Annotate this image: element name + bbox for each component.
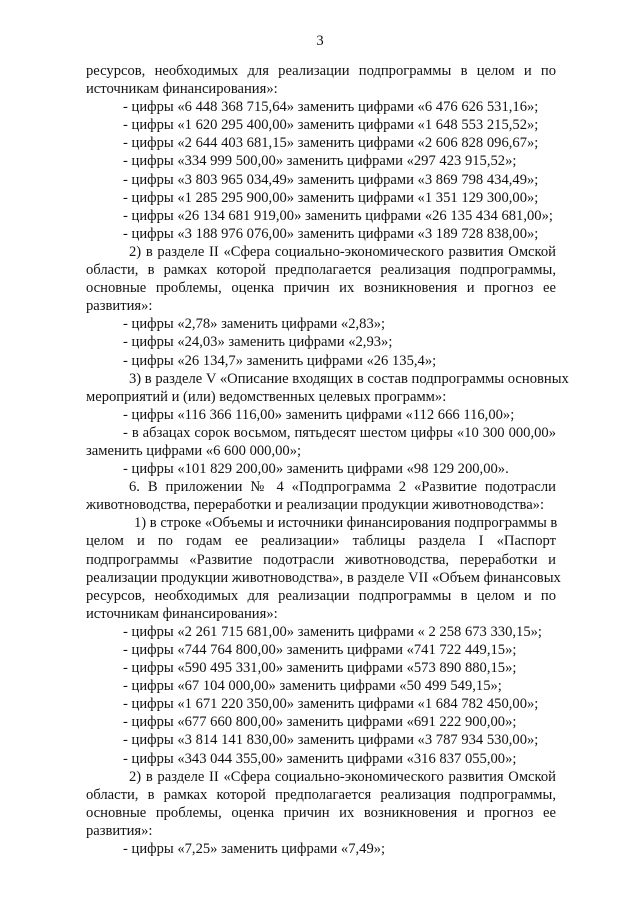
text-line: - цифры «2,78» заменить цифрами «2,83»; — [123, 316, 386, 333]
text-line: - цифры «677 660 800,00» заменить цифрами «691 222 900,00»; — [123, 714, 517, 731]
text-line: - цифры «1 671 220 350,00» заменить цифрами «1 684 782 450,00»; — [123, 696, 539, 713]
text-line: - цифры «1 285 295 900,00» заменить цифрами «1 351 129 300,00»; — [123, 189, 539, 206]
text-line: - цифры «7,25» заменить цифрами «7,49»; — [123, 841, 386, 858]
page-number: 3 — [316, 33, 324, 49]
text-line: области, в рамках которой предполагается реализация подпрограммы, — [86, 786, 556, 803]
text-line: - в абзацах сорок восьмом, пятьдесят шестом цифры «10 300 000,00» — [123, 424, 556, 441]
text-line: - цифры «26 134 681 919,00» заменить цифрами «26 135 434 681,00»; — [123, 207, 553, 224]
text-line: мероприятий и (или) ведомственных целевых программ»: — [86, 388, 447, 405]
text-line: - цифры «3 188 976 076,00» заменить цифрами «3 189 728 838,00»; — [123, 225, 539, 242]
text-line: - цифры «590 495 331,00» заменить цифрами «573 890 880,15»; — [123, 660, 517, 677]
text-line: 6. В приложении № 4 «Подпрограмма 2 «Развитие подотрасли — [129, 479, 556, 496]
text-line: целом и по годам ее реализации» таблицы раздела I «Паспорт — [86, 533, 556, 550]
text-line: развития»: — [86, 298, 153, 315]
text-line: - цифры «3 814 141 830,00» заменить цифрами «3 787 934 530,00»; — [123, 732, 539, 749]
text-line: - цифры «744 764 800,00» заменить цифрами «741 722 449,15»; — [123, 642, 517, 658]
text-line: 2) в разделе II «Сфера социально-экономического развития Омской — [129, 768, 556, 785]
text-line: ресурсов, необходимых для реализации подпрограммы в целом и по — [86, 587, 556, 604]
text-line: основные проблемы, оценка причин их возникновения и прогноз ее — [86, 804, 556, 821]
text-line: источникам финансирования»: — [86, 81, 278, 98]
text-line: - цифры «116 366 116,00» заменить цифрами «112 666 116,00»; — [123, 406, 515, 423]
text-line: подпрограммы «Развитие подотрасли животноводства, переработки и — [86, 551, 556, 568]
text-line: 2) в разделе II «Сфера социально-экономического развития Омской — [129, 243, 556, 260]
text-line: области, в рамках которой предполагается реализация подпрограммы, — [86, 262, 556, 279]
text-line: - цифры «2 261 715 681,00» заменить цифрами « 2 258 673 330,15»; — [123, 623, 542, 640]
text-line: 1) в строке «Объемы и источники финансирования подпрограммы в — [134, 515, 558, 532]
text-line: - цифры «24,03» заменить цифрами «2,93»; — [123, 334, 393, 351]
text-line: ресурсов, необходимых для реализации подпрограммы в целом и по — [86, 63, 556, 79]
text-line: развития»: — [86, 822, 153, 839]
text-line: реализации продукции животноводства», в разделе VII «Объем финансовых — [86, 569, 561, 586]
text-line: - цифры «101 829 200,00» заменить цифрами «98 129 200,00». — [123, 461, 509, 478]
text-line: - цифры «3 803 965 034,49» заменить цифрами «3 869 798 434,49»; — [123, 171, 539, 188]
text-line: основные проблемы, оценка причин их возникновения и прогноз ее — [86, 280, 556, 297]
text-line: - цифры «6 448 368 715,64» заменить цифрами «6 476 626 531,16»; — [123, 99, 539, 116]
text-line: - цифры «26 134,7» заменить цифрами «26 135,4»; — [123, 352, 437, 369]
text-line: 3) в разделе V «Описание входящих в состав подпрограммы основных — [129, 370, 569, 387]
text-line: - цифры «343 044 355,00» заменить цифрами «316 837 055,00»; — [123, 750, 517, 767]
text-line: заменить цифрами «6 600 000,00»; — [86, 442, 302, 459]
text-line: - цифры «334 999 500,00» заменить цифрами «297 423 915,52»; — [123, 153, 517, 170]
document-body — [86, 62, 569, 858]
text-line: - цифры «67 104 000,00» заменить цифрами «50 499 549,15»; — [123, 678, 502, 695]
text-line: животноводства, переработки и реализации продукции животноводства»: — [86, 497, 545, 514]
text-line: источникам финансирования»: — [86, 605, 278, 622]
text-line: - цифры «2 644 403 681,15» заменить цифрами «2 606 828 096,67»; — [123, 135, 539, 152]
text-line: - цифры «1 620 295 400,00» заменить цифрами «1 648 553 215,52»; — [123, 117, 539, 134]
